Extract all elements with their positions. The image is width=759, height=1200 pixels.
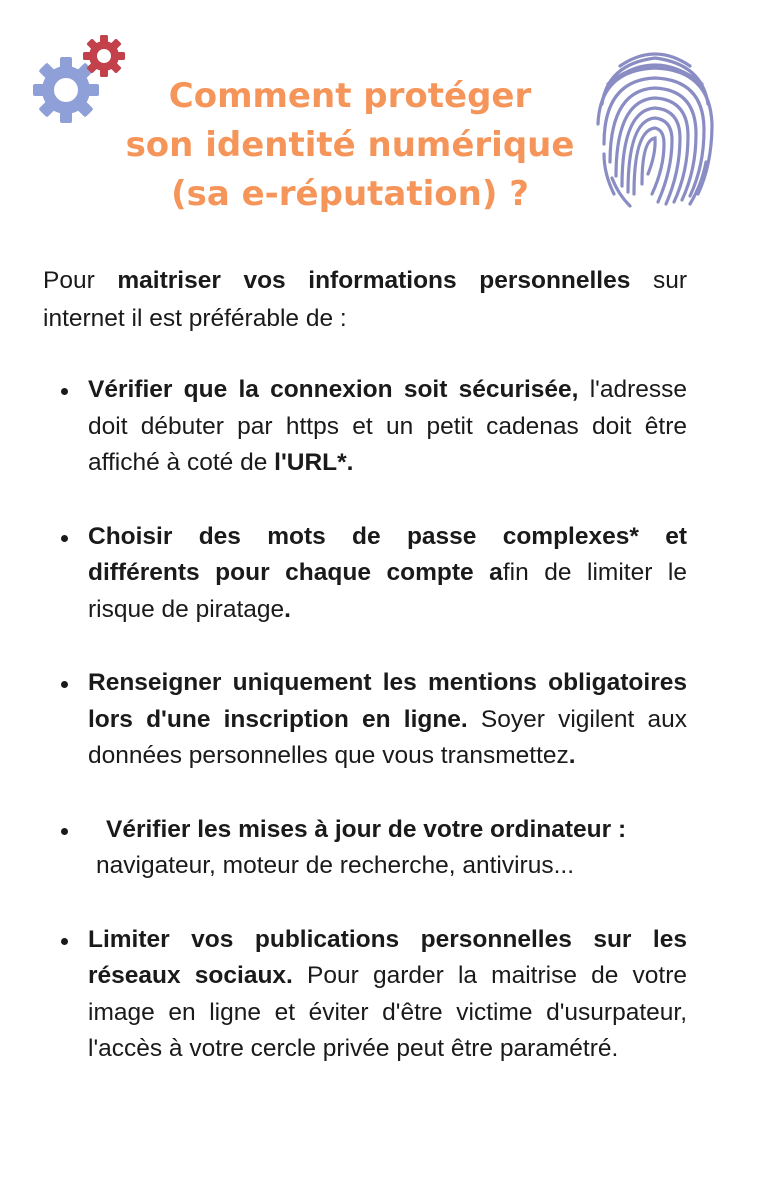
red-gear-icon [83, 35, 125, 77]
bullet-text: fin de limiter le risque de piratage [88, 559, 688, 623]
advice-list [43, 372, 687, 1068]
intro-paragraph [43, 262, 687, 338]
bullet-text: Soyer vigilent aux données personnelles que vous transmettez [88, 705, 687, 769]
bullet-dot [61, 535, 68, 542]
bullet-bold: Vérifier les mises à jour de votre ordinateur : [106, 815, 627, 843]
list-item [43, 372, 687, 482]
list-item [43, 812, 687, 885]
list-item [43, 922, 687, 1068]
page-title [90, 72, 610, 219]
title-line-3: (sa e-réputation) ? [171, 174, 529, 214]
bullet-bold: Choisir des mots de passe complexes* et différents pour chaque compte a [88, 522, 687, 586]
bullet-dot [61, 938, 68, 945]
bullet-bold-end: l'URL*. [274, 449, 354, 476]
bullet-bold-end: . [284, 595, 291, 623]
bullet-text: l'adresse doit débuter par https et un petit cadenas doit être affiché à coté de [88, 376, 687, 476]
intro-pre: Pour [43, 267, 118, 294]
title-line-2: son identité numérique [125, 125, 575, 165]
list-item [43, 665, 687, 775]
bullet-bold: Limiter vos publications personnelles sur les réseaux sociaux. [88, 925, 687, 989]
bullet-dot [61, 388, 68, 395]
bullet-bold: Renseigner uniquement les mentions obligatoires lors d'une inscription en ligne. [88, 669, 687, 733]
intro-post: sur internet il est préférable de : [43, 267, 688, 332]
intro-bold: maitriser vos informations personnelles [117, 267, 631, 294]
bullet-dot [61, 681, 68, 688]
bullet-text: navigateur, moteur de recherche, antivirus... [96, 852, 575, 879]
list-item [43, 519, 687, 629]
bullet-text: Pour garder la maitrise de votre image en ligne et éviter d'être victime d'usurpateur, l'accès à votre cercle privée peut être paramétré. [88, 962, 688, 1062]
title-line-1: Comment protéger [168, 76, 532, 116]
bullet-bold: Vérifier que la connexion soit sécurisée, [88, 376, 579, 403]
bullet-bold-end: . [568, 742, 576, 769]
bullet-dot [61, 828, 68, 835]
